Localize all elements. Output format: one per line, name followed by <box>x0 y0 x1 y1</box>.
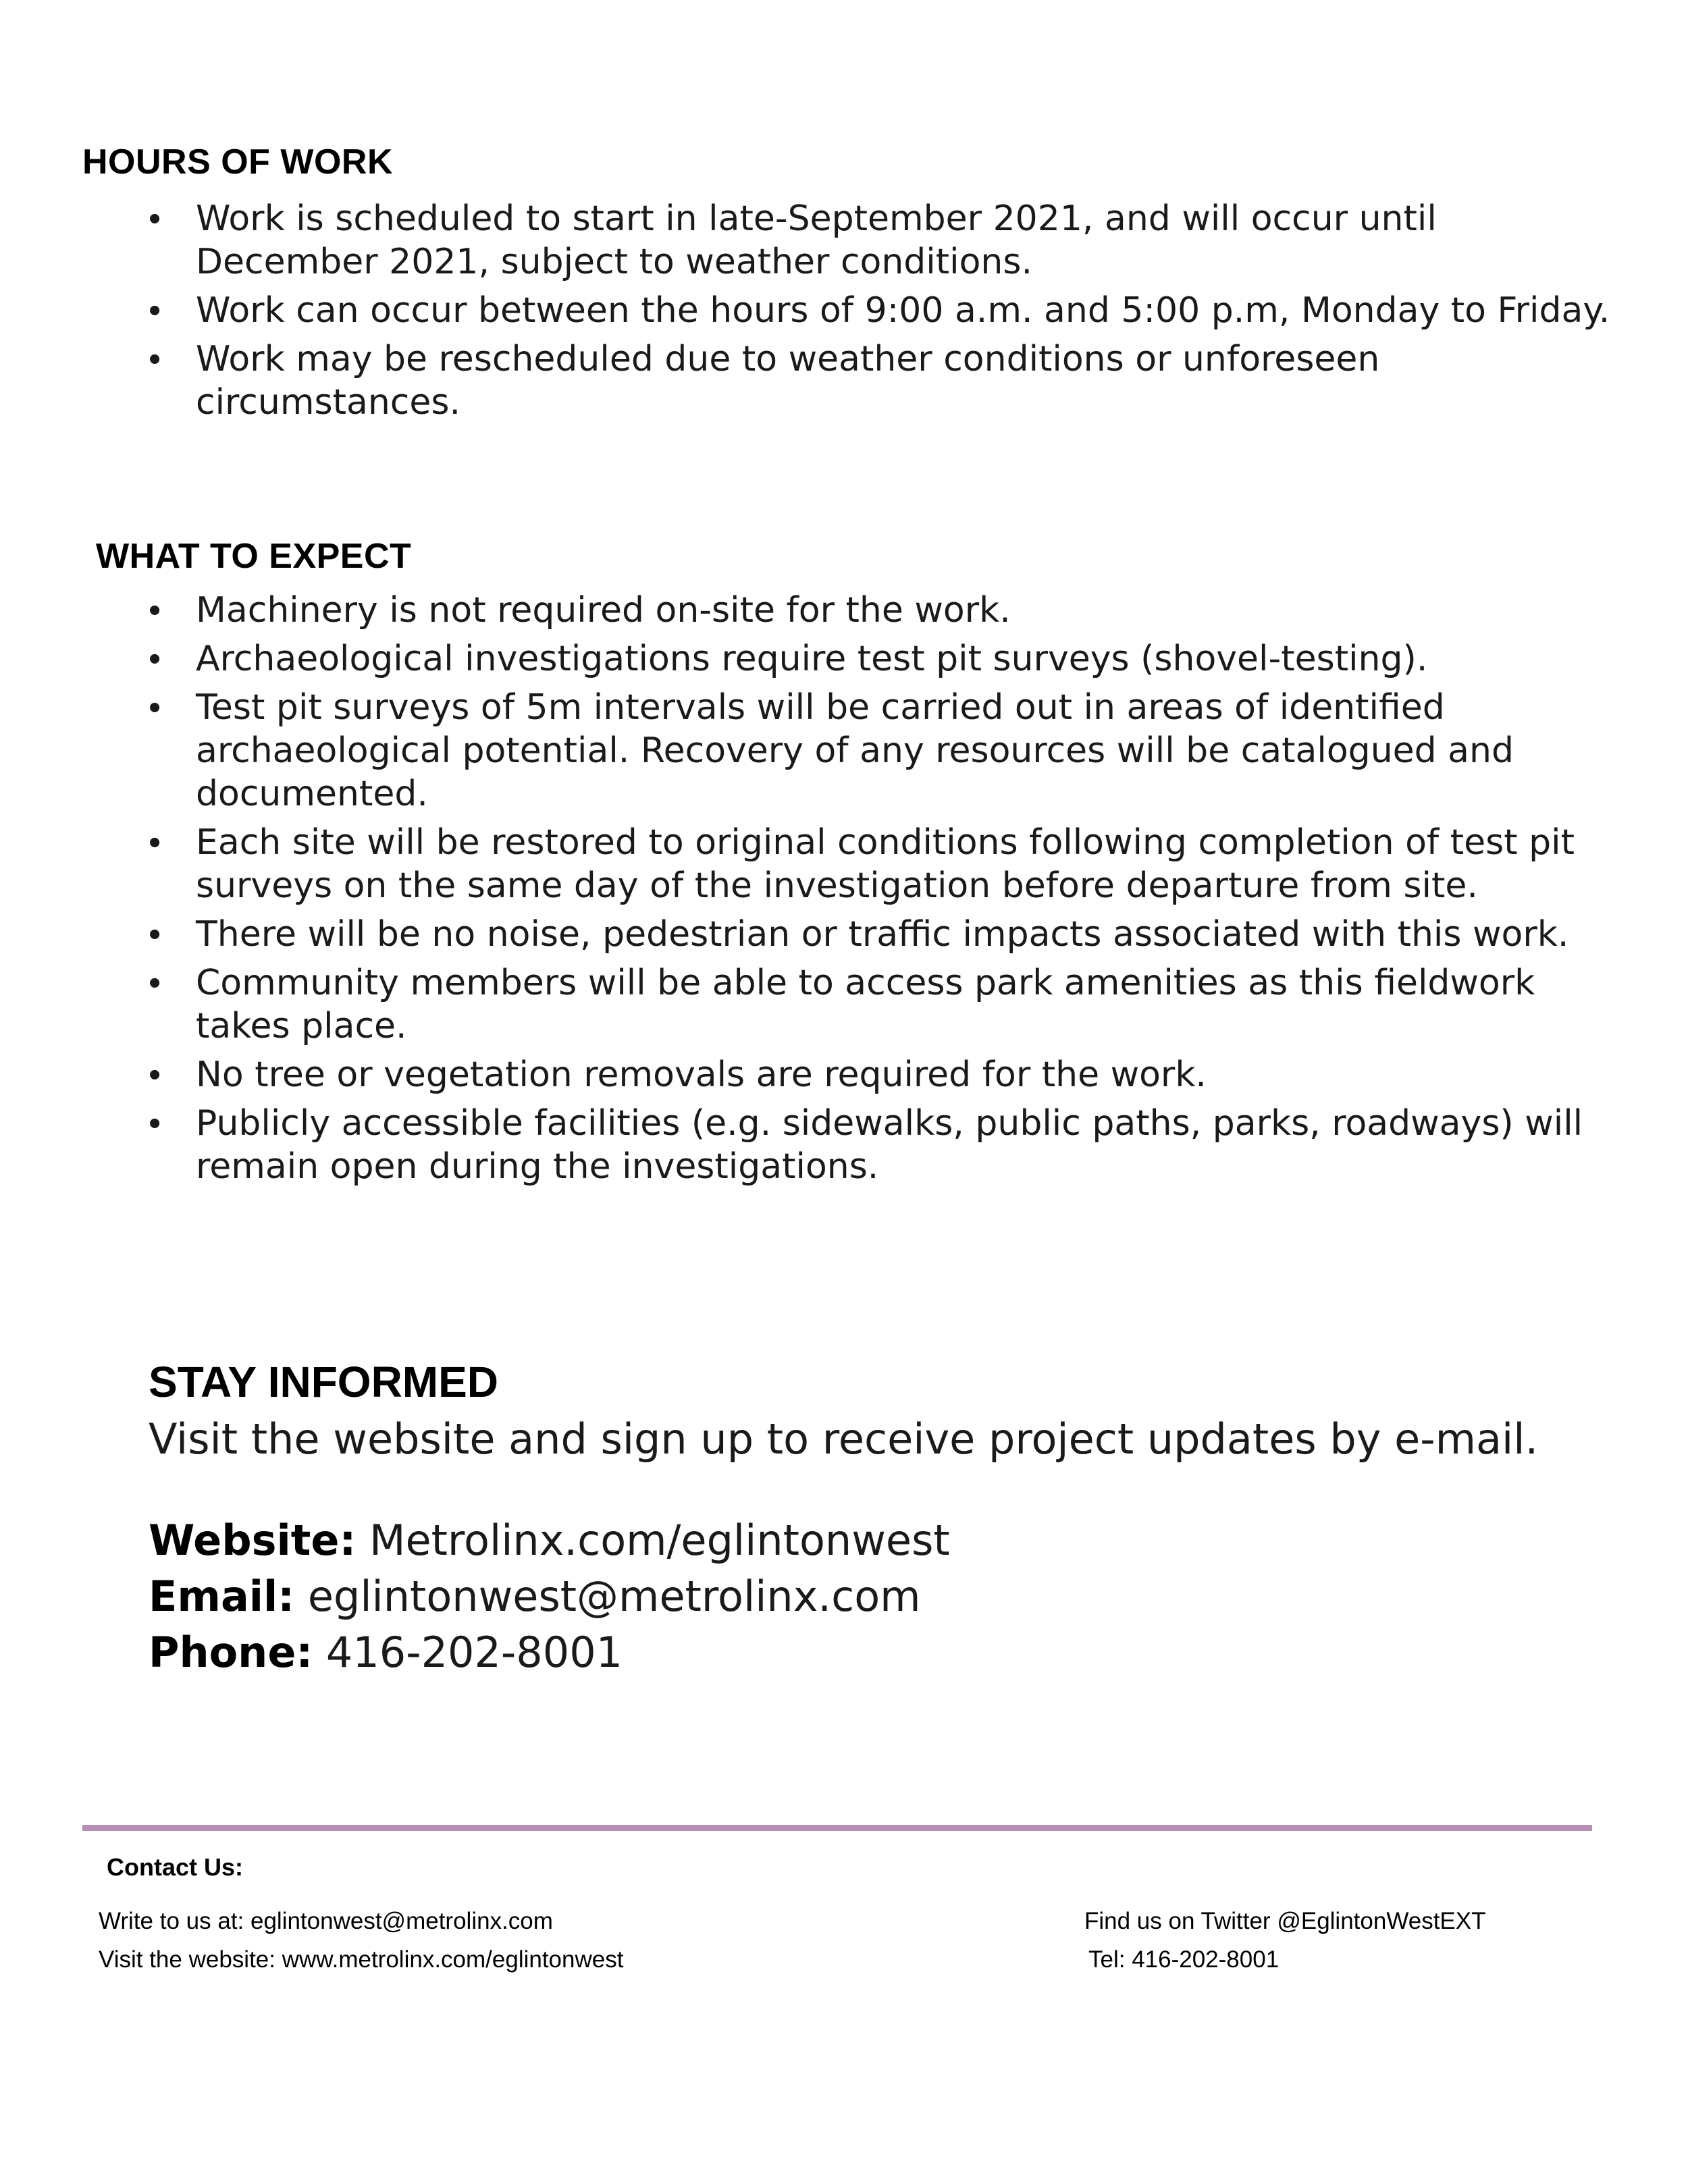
phone-label: Phone: <box>149 1628 313 1677</box>
list-item: • Work can occur between the hours of 9:00 a.m. and 5:00 p.m, Monday to Friday. <box>142 289 1627 332</box>
twitter-text: Find us on Twitter @EglintonWestEXT <box>1084 1908 1486 1934</box>
list-item: • Community members will be able to access park amenities as this fieldwork takes place. <box>142 961 1627 1048</box>
phone-number: 416-202-8001 <box>325 1628 623 1677</box>
list-item: • No tree or vegetation removals are required for the work. <box>142 1053 1627 1096</box>
list-item: • Publicly accessible facilities (e.g. sidewalks, public paths, parks, roadways) will remain open during the investigations. <box>142 1102 1627 1188</box>
hours-of-work-heading: HOURS OF WORK <box>82 142 394 182</box>
email-link[interactable]: eglintonwest@metrolinx.com <box>307 1572 921 1621</box>
phone-line <box>149 1628 623 1677</box>
list-item: • Archaeological investigations require test pit surveys (shovel-testing). <box>142 637 1627 681</box>
what-to-expect-heading: WHAT TO EXPECT <box>96 537 412 576</box>
stay-informed-heading: STAY INFORMED <box>149 1358 498 1406</box>
website-link[interactable]: Metrolinx.com/eglintonwest <box>369 1516 950 1565</box>
contact-us-title: Contact Us: <box>107 1853 244 1881</box>
stay-informed-text: Visit the website and sign up to receive project updates by e-mail. <box>149 1414 1539 1464</box>
list-item: • Test pit surveys of 5m intervals will be carried out in areas of identified archaeological potential. Recovery of any resources will be catalogued and documented. <box>142 686 1627 816</box>
website-line <box>149 1516 950 1565</box>
list-item: • Work is scheduled to start in late-September 2021, and will occur until December 2021, subject to weather conditions. <box>142 197 1627 284</box>
write-to-us-text: Write to us at: eglintonwest@metrolinx.com <box>99 1908 553 1934</box>
footer-divider <box>82 1825 1592 1831</box>
list-item: • Each site will be restored to original conditions following completion of test pit surveys on the same day of the investigation before departure from site. <box>142 821 1627 907</box>
what-to-expect-list <box>142 589 1627 1194</box>
visit-website-text: Visit the website: www.metrolinx.com/eglintonwest <box>99 1946 624 1973</box>
tel-text: Tel: 416-202-8001 <box>1088 1946 1280 1973</box>
email-line <box>149 1572 921 1621</box>
list-item: • There will be no noise, pedestrian or traffic impacts associated with this work. <box>142 913 1627 956</box>
hours-of-work-list <box>142 197 1627 429</box>
email-label: Email: <box>149 1572 295 1621</box>
list-item: • Work may be rescheduled due to weather conditions or unforeseen circumstances. <box>142 338 1627 424</box>
list-item: • Machinery is not required on-site for the work. <box>142 589 1627 632</box>
website-label: Website: <box>149 1516 357 1565</box>
